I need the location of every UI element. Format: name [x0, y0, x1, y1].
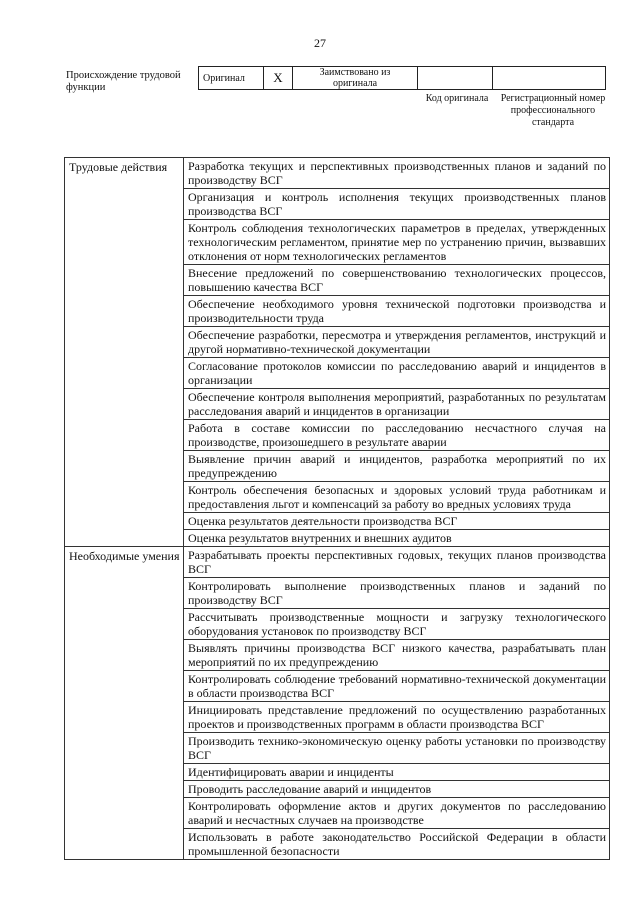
table-cell: Согласование протоколов комиссии по расследованию аварий и инцидентов в организации — [184, 358, 610, 389]
table-cell: Проводить расследование аварий и инцидентов — [184, 781, 610, 798]
table-cell: Контроль обеспечения безопасных и здоровых условий труда работникам и предоставления льгот и компенсаций за работу во вредных условиях труда — [184, 482, 610, 513]
section-title: Необходимые умения — [65, 547, 184, 860]
table-cell: Организация и контроль исполнения текущих производственных планов производства ВСГ — [184, 189, 610, 220]
table-cell: Выявлять причины производства ВСГ низкого качества, разрабатывать план мероприятий по их предупреждению — [184, 640, 610, 671]
table-cell: Разработка текущих и перспективных производственных планов и заданий по производству ВСГ — [184, 158, 610, 189]
table-cell: Контролировать соблюдение требований нормативно-технической документации в области производства ВСГ — [184, 671, 610, 702]
table-cell: Выявление причин аварий и инцидентов, разработка мероприятий по их предупреждению — [184, 451, 610, 482]
table-cell: Обеспечение контроля выполнения мероприятий, разработанных по результатам расследования аварий и инцидентов в организации — [184, 389, 610, 420]
origin-label: Происхождение трудовой функции — [66, 70, 181, 93]
page-number: 27 — [314, 36, 326, 50]
table-cell: Инициировать представление предложений по осуществлению разработанных проектов и производственных программ в области производства ВСГ — [184, 702, 610, 733]
origin-table — [198, 66, 606, 90]
section-title: Трудовые действия — [65, 158, 184, 547]
table-cell: Оценка результатов деятельности производства ВСГ — [184, 513, 610, 530]
table-cell: Производить технико-экономическую оценку работы установки по производству ВСГ — [184, 733, 610, 764]
table-cell: Контролировать оформление актов и других документов по расследованию аварий и несчастных случаев на производстве — [184, 798, 610, 829]
table-cell: Использовать в работе законодательство Российской Федерации в области промышленной безопасности — [184, 829, 610, 860]
table-cell: Рассчитывать производственные мощности и загрузку технологического оборудования установок по производству ВСГ — [184, 609, 610, 640]
table-row — [65, 158, 610, 189]
table-cell: Контролировать выполнение производственных планов и заданий по производству ВСГ — [184, 578, 610, 609]
table-cell: Оценка результатов внутренних и внешних аудитов — [184, 530, 610, 547]
original-mark: X — [264, 67, 293, 90]
table-cell: Идентифицировать аварии и инциденты — [184, 764, 610, 781]
code-cell — [418, 67, 493, 90]
table-cell: Обеспечение разработки, пересмотра и утверждения регламентов, инструкций и другой нормативно-технической документации — [184, 327, 610, 358]
table-cell: Внесение предложений по совершенствованию технологических процессов, повышению качества ВСГ — [184, 265, 610, 296]
functions-table — [64, 157, 610, 860]
reg-number-cell — [493, 67, 606, 90]
original-cell: Оригинал — [199, 67, 264, 90]
table-cell: Разрабатывать проекты перспективных годовых, текущих планов производства ВСГ — [184, 547, 610, 578]
code-caption: Код оригинала — [425, 93, 489, 104]
table-row — [65, 547, 610, 578]
borrowed-cell: Заимствовано из оригинала — [293, 67, 418, 90]
reg-caption: Регистрационный номер профессионального стандарта — [500, 93, 606, 128]
table-cell: Контроль соблюдения технологических параметров в пределах, утвержденных технологическим регламентом, принятие мер по устранению причин, вызвавших отклонения от норм технологических регламентов — [184, 220, 610, 265]
table-cell: Работа в составе комиссии по расследованию несчастного случая на производстве, произошедшего в результате аварии — [184, 420, 610, 451]
table-cell: Обеспечение необходимого уровня технической подготовки производства и производительности труда — [184, 296, 610, 327]
